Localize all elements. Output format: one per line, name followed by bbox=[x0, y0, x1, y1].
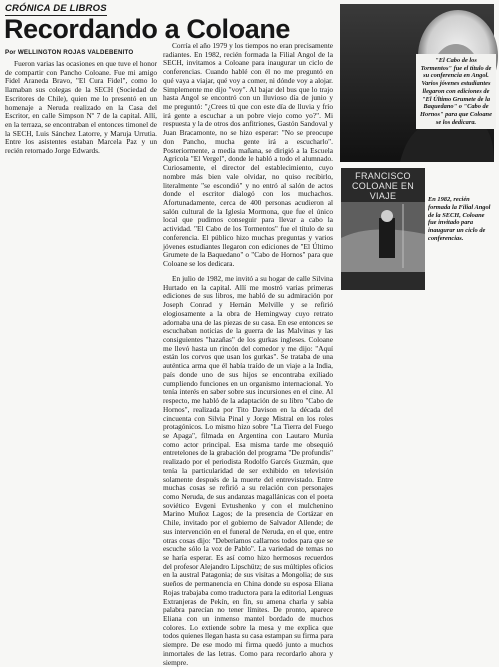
article-column-1 bbox=[5, 59, 157, 156]
article-title: Recordando a Coloane bbox=[4, 14, 291, 44]
article-paragraph: Corría el año 1979 y los tiempos no eran precisamente radiantes. En 1982, recién formada la Filial Angol de la SECH, invitamos a Coloane para inaugurar un ciclo de conferencias. Cuando hablé con él no me preguntó en qué vaya a viajar, qué voy a comer, ni dónde voy a alojar. Simplemente me dijo "voy". Al bajar del bus que lo trajo hasta Angol se encontró con un lluvioso día de junio y me preguntó: "¿Crees tú que con este día de lluvia y frío irá gente a escuchar a un pobre viejo como yo?". Mi respuesta y la de otros dos anfitriones, Gastón Sandoval y Juan Bracamonte, no se hizo esperar: "No se preocupe don Pancho, mucha gente irá a escucharlo". Posteriormente, a media mañana, se dirigió a la Escuela Agrícola "El Vergel", donde le habló a todo el alumnado. Curiosamente, el director del establecimiento, cuyo nombre más bien vale olvidar, no quiso recibirlo, literalmente "se escondió" y no entró al salón de actos donde el escritor dialogó con los muchachos. Afortunadamente, cerca de 400 personas acudieron al salón cultural de la Iglesia Mormona, que fue el único local que pudimos conseguir para llevar a cabo la actividad. "El Cabo de los Tormentos" fue el título de su conferencia. El público hizo muchas preguntas y varios jóvenes estudiantes llegaron con ediciones de "El Último Grumete de la Baquedano" o "Cabo de Hornos" para que Coloane se los dedicara. bbox=[163, 41, 333, 268]
portrait-caption: "El Cabo de los Tormentos" fue el título de su conferencia en Angol. Varios jóvenes estudiantes llegaron con ediciones de "El Último Grumete de la Baquedano" o "Cabo de Hornos" para que Coloane se los dedicara. bbox=[416, 54, 496, 129]
article-column-3 bbox=[163, 274, 333, 667]
article-column-2 bbox=[163, 42, 333, 272]
article-paragraph: En julio de 1982, me invitó a su hogar de calle Silvina Hurtado en la capital. Allí me mostró varias primeras ediciones de sus libros, me habló de su admiración por Joseph Conrad y Hernán Melville y se refirió elogiosamente a la obra de Hemingway cuyo retrato adornaba una de las piezas de su casa. En ese entonces se escuchaban noticias de la guerra de las Malvinas y las consiguientes "hazañas" de los gurkas ingleses. Coloane me llevó hasta un rincón del comedor y me dijo: "Aquí están los corvos que usan los gurkas". Se trataba de una auténtica arma que él había traído de un viaje a la India, país donde uno de sus hijos se encontraba exiliado cumpliendo funciones en un organismo internacional. Yo tenía interés en saber sobre sus incursiones en el cine. Al respecto, me habló de la adaptación de su libro "Cabo de Hornos", realizada por Tito Davison en la década del cincuenta con Silvia Pinal y Jorge Mistral en los roles protagónicos. Lo mismo hizo sobre "La Tierra del Fuego se Apaga", filmada en Argentina con Lautaro Murúa como actor principal. Esa misma tarde me obsequió entretelones de la grabación del programa "De profundis" realizado por el periodista Rodolfo Garcés Guzmán, que tenía la particularidad de ser exhibido en televisión solamente después de la muerte del entrevistado. Entre muchas cosas se refirió a su relación con personajes como Neruda, de sus andanzas magallánicas con el poeta soviético Evgeni Evtushenko y con el mulchenino Marino Muñoz Lagos; de la presencia de Cortázar en Chile, invitado por el gobierno de Salvador Allende; de sus intervención en el funeral de Neruda, en el que, entre otras cosas dijo: "Deberíamos callarnos todos para que se escuche sólo la voz de Pablo". La variedad de temas no se haría esperar. Es así como hizo hermosos recuerdos del profesor Alejandro Lipschütz; de sus múltiples oficios en la austral Patagonia; de sus visitas a Mongolia; de sus sueños de permanencia en China donde su esposa Eliana Rojas trabajaba como traductora para la editorial Lenguas Extranjeras de Pekín, en fin, su amena charla y sabia palabra parecían no tener límites. De pronto, aparece Eliana con un inmenso mantel bordado de muchos colores. Lo extiende sobre la mesa y me explica que todos quienes llegan hasta su casa estampan su firma para siempre. De ese modo mi firma quedó junto a muchos inmortales de las letras. Como para recordarlo ahora y siempre. bbox=[163, 274, 333, 667]
book-cover bbox=[341, 168, 425, 290]
book-cover-title: FRANCISCO COLOANE EN VIAJE bbox=[351, 171, 414, 201]
article-paragraph: Fueron varias las ocasiones en que tuve el honor de compartir con Pancho Coloane. Fue mi amigo Fidel Araneda Bravo, "El Cura Fidel", como lo llamaban sus colegas de la SECH (Sociedad de Escritores de Chile), quien me lo presentó en un homenaje a Neruda realizado en la Casa del Escritor, en calle Simpson Nº 7 de la capital. Allí, en la terraza, se encontraban el entonces timonel de la SECH, Luis Sánchez Latorre, y Maruja Urrutia. Entre los asistentes estaban Marcela Paz y un recién retornado Jorge Edwards. bbox=[5, 59, 157, 156]
byline: Por WELLINGTON ROJAS VALDEBENITO bbox=[5, 49, 134, 56]
section-label: CRÓNICA DE LIBROS bbox=[5, 3, 107, 14]
book-caption: En 1982, recién formada la Filial Angol de la SECH, Coloane fue invitado para inaugurar un ciclo de conferencias. bbox=[428, 196, 491, 242]
